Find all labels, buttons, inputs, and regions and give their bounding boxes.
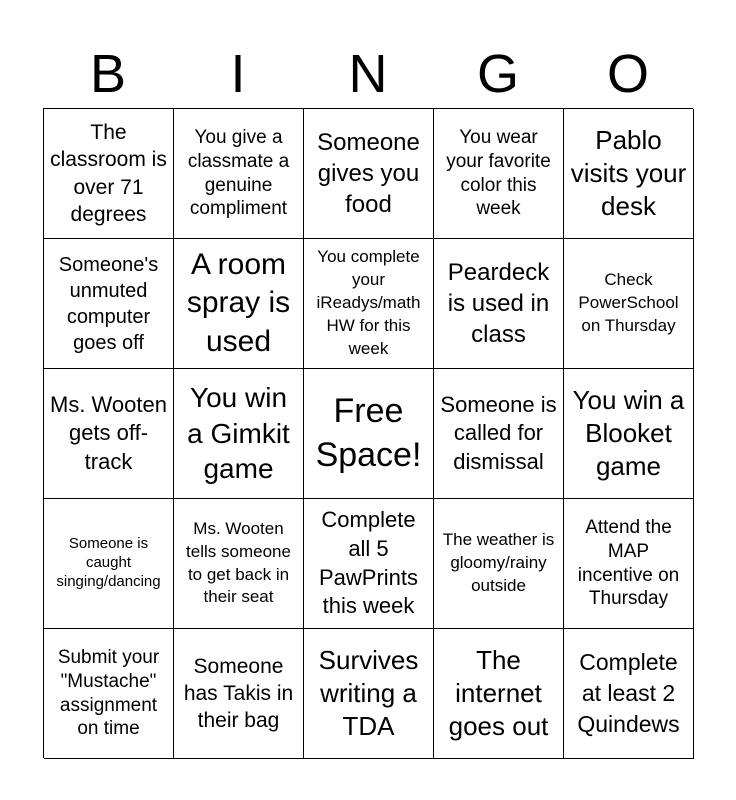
bingo-cell[interactable]: Attend the MAP incentive on Thursday (564, 499, 694, 629)
bingo-cell[interactable]: The classroom is over 71 degrees (44, 109, 174, 239)
bingo-cell[interactable]: The weather is gloomy/rainy outside (434, 499, 564, 629)
bingo-cell[interactable]: You win a Blooket game (564, 369, 694, 499)
bingo-cell[interactable]: Someone gives you food (304, 109, 434, 239)
bingo-cell[interactable]: Ms. Wooten gets off-track (44, 369, 174, 499)
bingo-cell[interactable]: Someone is caught singing/dancing (44, 499, 174, 629)
bingo-cell[interactable]: Complete at least 2 Quindews (564, 629, 694, 759)
bingo-cell[interactable]: Peardeck is used in class (434, 239, 564, 369)
bingo-cell[interactable]: Complete all 5 PawPrints this week (304, 499, 434, 629)
bingo-board (43, 108, 693, 758)
header-letter-b: B (89, 44, 127, 104)
bingo-cell[interactable]: A room spray is used (174, 239, 304, 369)
bingo-cell[interactable]: Someone is called for dismissal (434, 369, 564, 499)
bingo-cell[interactable]: Check PowerSchool on Thursday (564, 239, 694, 369)
bingo-cell[interactable]: Submit your "Mustache" assignment on time (44, 629, 174, 759)
bingo-cell[interactable]: You complete your iReadys/math HW for this week (304, 239, 434, 369)
header-letter-n: N (348, 44, 388, 104)
bingo-cell[interactable]: You win a Gimkit game (174, 369, 304, 499)
bingo-cell[interactable]: Someone's unmuted computer goes off (44, 239, 174, 369)
header-letter-i: I (230, 44, 246, 104)
bingo-cell[interactable]: Pablo visits your desk (564, 109, 694, 239)
bingo-header (43, 42, 693, 106)
free-space-cell[interactable]: Free Space! (304, 369, 434, 499)
bingo-cell[interactable]: Survives writing a TDA (304, 629, 434, 759)
header-letter-g: G (476, 44, 519, 104)
bingo-cell[interactable]: Ms. Wooten tells someone to get back in their seat (174, 499, 304, 629)
header-letter-o: O (606, 44, 649, 104)
bingo-cell[interactable]: You give a classmate a genuine compliment (174, 109, 304, 239)
bingo-cell[interactable]: The internet goes out (434, 629, 564, 759)
bingo-cell[interactable]: Someone has Takis in their bag (174, 629, 304, 759)
bingo-cell[interactable]: You wear your favorite color this week (434, 109, 564, 239)
